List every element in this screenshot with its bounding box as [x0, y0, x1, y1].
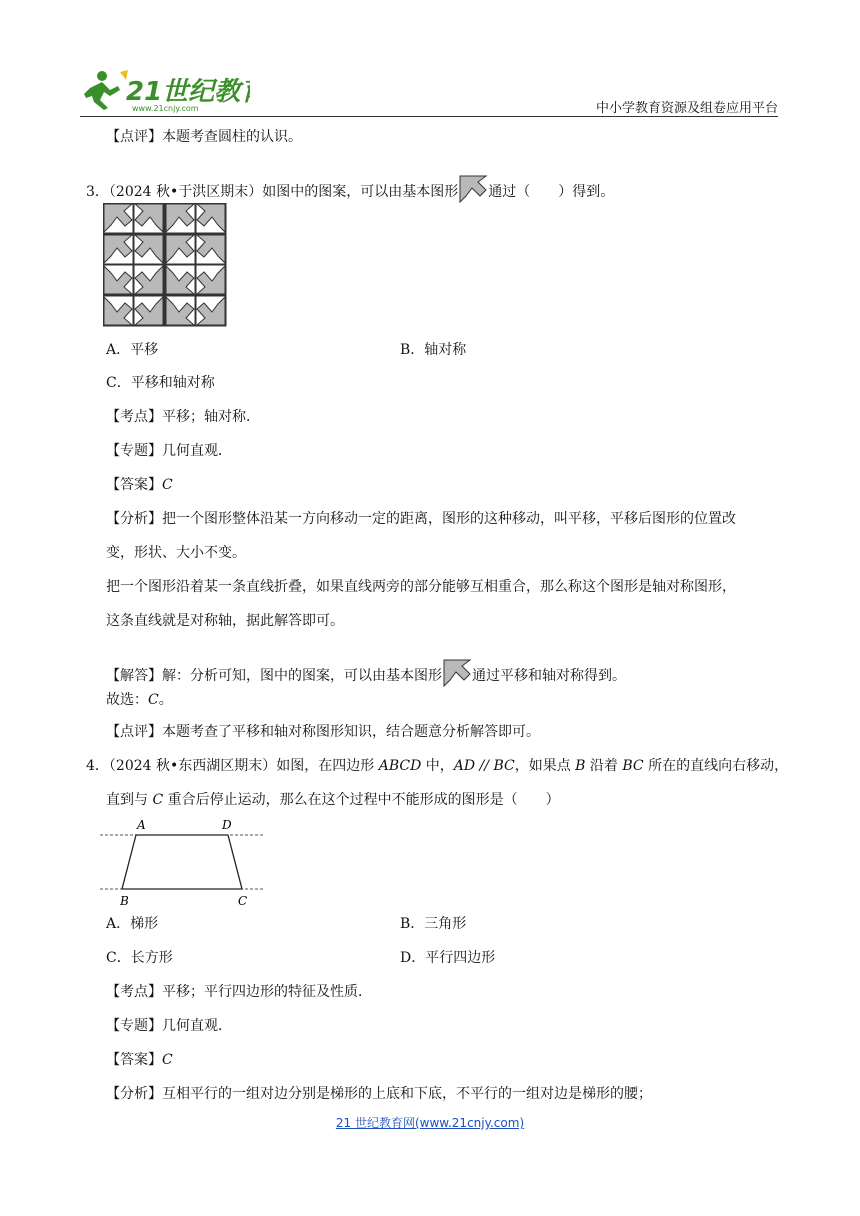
- pattern-tile: [196, 234, 226, 264]
- q3-zhuanti: 【专题】几何直观．: [106, 443, 232, 459]
- vertex-b-label: B: [120, 894, 129, 907]
- q3-answer: 【答案】C: [106, 477, 173, 493]
- basic-shape-icon: [458, 174, 488, 210]
- q3-pingjia: 【点评】本题考查了平移和轴对称图形知识，结合题意分析解答即可。: [106, 724, 540, 740]
- q3-guxuan: 故选：C。: [106, 692, 173, 708]
- basic-shape-icon: [442, 658, 472, 694]
- q3-pattern-figure: [103, 203, 227, 331]
- q3-fenxi-line3: 把一个图形沿着某一条直线折叠，如果直线两旁的部分能够互相重合，那么称这个图形是轴对称图形，: [106, 579, 736, 595]
- q3-option-c: C．平移和轴对称: [106, 375, 215, 391]
- pattern-tile: [196, 203, 226, 233]
- q4-stem-line2: 直到与 C 重合后停止运动，那么在这个过程中不能形成的图形是（ ）: [106, 792, 560, 808]
- q4-option-b: B．三角形: [400, 916, 467, 932]
- q4-zhuanti: 【专题】几何直观．: [106, 1018, 232, 1034]
- vertex-d-label: D: [222, 818, 232, 832]
- q4-stem-line1: 4．（2024 秋•东西湖区期末）如图，在四边形 ABCD 中，AD // BC，如果点 B 沿着 BC 所在的直线向右移动，: [86, 758, 789, 774]
- pattern-tile: [103, 296, 133, 326]
- pattern-tile: [165, 265, 195, 295]
- pattern-tile: [165, 296, 195, 326]
- q3-kaodian: 【考点】平移；轴对称．: [106, 409, 260, 425]
- q3-option-b: B．轴对称: [400, 342, 467, 358]
- pattern-tile: [103, 234, 133, 264]
- vertex-c-label: C: [238, 894, 248, 907]
- q3-option-a: A．平移: [106, 342, 159, 358]
- logo-text: 21世纪教: [126, 77, 241, 107]
- q4-fenxi-line1: 【分析】互相平行的一组对边分别是梯形的上底和下底，不平行的一组对边是梯形的腰；: [106, 1086, 652, 1102]
- q3-fenxi-line1: 【分析】把一个图形整体沿某一方向移动一定的距离，图形的这种移动，叫平移，平移后图形的位置改: [106, 511, 736, 527]
- pattern-tile: [196, 265, 226, 295]
- site-logo: [80, 68, 250, 114]
- pattern-tile: [134, 234, 164, 264]
- vertex-a-label: A: [137, 818, 146, 832]
- q4-trapezoid-figure: [100, 815, 266, 911]
- header-divider: [80, 116, 778, 117]
- pattern-tile: [165, 234, 195, 264]
- prev-comment: 【点评】本题考查圆柱的认识。: [106, 129, 302, 145]
- pattern-tile: [196, 296, 226, 326]
- q3-fenxi-line4: 这条直线就是对称轴，据此解答即可。: [106, 613, 344, 629]
- q4-option-c: C．长方形: [106, 950, 173, 966]
- q3-jieda: 【解答】解：分析可知，图中的图案，可以由基本图形 通过平移和轴对称得到。: [106, 658, 626, 694]
- platform-name: 中小学教育资源及组卷应用平台: [595, 101, 778, 116]
- q3-stem: 3．（2024 秋•于洪区期末）如图中的图案，可以由基本图形 通过（ ）得到。: [86, 174, 614, 210]
- pattern-tile: [165, 203, 195, 233]
- q4-option-d: D．平行四边形: [400, 950, 496, 966]
- pattern-tile: [134, 265, 164, 295]
- q4-option-a: A．梯形: [106, 916, 159, 932]
- q3-fenxi-line2: 变，形状、大小不变。: [106, 545, 246, 561]
- q4-answer: 【答案】C: [106, 1052, 173, 1068]
- pattern-tile: [134, 296, 164, 326]
- footer-link[interactable]: 21 世纪教育网(www.21cnjy.com): [335, 1116, 525, 1130]
- pattern-tile: [103, 265, 133, 295]
- q4-kaodian: 【考点】平移；平行四边形的特征及性质．: [106, 984, 372, 1000]
- pattern-tile: [103, 203, 133, 233]
- logo-sub: www.21cnjy.com: [132, 104, 199, 113]
- pattern-tile: [134, 203, 164, 233]
